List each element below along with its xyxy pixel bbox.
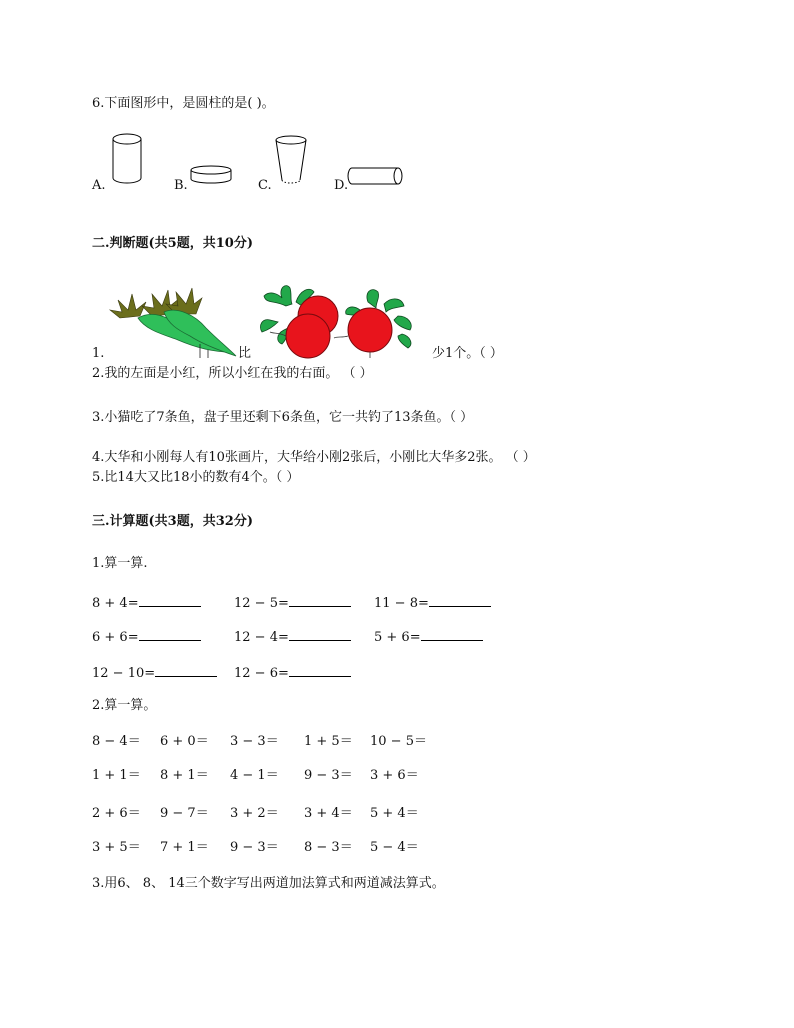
equation: 5 + 4＝	[370, 806, 419, 821]
equation: 9 − 7＝	[160, 806, 209, 821]
answer-blank[interactable]	[421, 628, 483, 641]
carrots-image	[108, 288, 240, 358]
section-3-title: 三.计算题(共3题，共32分)	[92, 514, 253, 529]
calc-1-item: 8 + 4=	[92, 594, 201, 612]
equation: 7 + 1＝	[160, 840, 209, 855]
calc-1-item: 12 − 6=	[234, 664, 351, 682]
answer-blank[interactable]	[289, 664, 351, 677]
judge-2: 2.我的左面是小红，所以小红在我的右面。 （ ）	[92, 366, 373, 381]
calc-1-item: 12 − 10=	[92, 664, 217, 682]
judge-1-prefix: 1.	[92, 346, 105, 361]
option-a-label: A.	[92, 178, 106, 193]
answer-blank[interactable]	[289, 594, 351, 607]
equation: 2 + 6＝	[92, 806, 141, 821]
calc-1-item: 6 + 6=	[92, 628, 201, 646]
equation: 10 − 5＝	[370, 734, 427, 749]
equation: 1 + 5＝	[304, 734, 353, 749]
option-d-label: D.	[334, 178, 349, 193]
q6-question: 6.下面图形中，是圆柱的是( )。	[92, 96, 275, 111]
answer-blank[interactable]	[429, 594, 491, 607]
equation: 9 − 3＝	[304, 768, 353, 783]
equation: 1 + 1＝	[92, 768, 141, 783]
equation: 3 + 2＝	[230, 806, 279, 821]
equation: 6 + 0＝	[160, 734, 209, 749]
judge-5: 5.比14大又比18小的数有4个。（ ）	[92, 470, 300, 485]
equation: 5 − 4＝	[370, 840, 419, 855]
cup-icon	[274, 134, 310, 188]
section-2-title: 二.判断题(共5题，共10分)	[92, 236, 253, 251]
calc-2-title: 2.算一算。	[92, 698, 157, 713]
tall-cylinder-icon	[110, 132, 146, 188]
horizontal-cylinder-icon	[350, 166, 406, 188]
calc-1-item: 11 − 8=	[374, 594, 491, 612]
equation: 3 + 6＝	[370, 768, 419, 783]
answer-blank[interactable]	[155, 664, 217, 677]
judge-3: 3.小猫吃了7条鱼，盘子里还剩下6条鱼，它一共钓了13条鱼。（ ）	[92, 410, 474, 425]
judge-1-suffix: 少1个。（ ）	[432, 346, 503, 361]
radishes-image	[256, 276, 426, 360]
equation: 3 + 4＝	[304, 806, 353, 821]
answer-blank[interactable]	[139, 594, 201, 607]
option-c-label: C.	[258, 178, 272, 193]
equation: 4 − 1＝	[230, 768, 279, 783]
calc-1-title: 1.算一算.	[92, 556, 148, 571]
answer-blank[interactable]	[289, 628, 351, 641]
calc-1-item: 5 + 6=	[374, 628, 483, 646]
flat-disc-cylinder-icon	[189, 164, 235, 188]
calc-1-item: 12 − 5=	[234, 594, 351, 612]
judge-1-middle: 比	[238, 346, 252, 361]
equation: 9 − 3＝	[230, 840, 279, 855]
equation: 3 + 5＝	[92, 840, 141, 855]
equation: 3 − 3＝	[230, 734, 279, 749]
equation: 8 − 3＝	[304, 840, 353, 855]
option-b-label: B.	[174, 178, 188, 193]
equation: 8 − 4＝	[92, 734, 141, 749]
calc-3-question: 3.用6、 8、 14三个数字写出两道加法算式和两道减法算式。	[92, 876, 445, 891]
equation: 8 + 1＝	[160, 768, 209, 783]
answer-blank[interactable]	[139, 628, 201, 641]
calc-1-item: 12 − 4=	[234, 628, 351, 646]
judge-4: 4.大华和小刚每人有10张画片，大华给小刚2张后，小刚比大华多2张。 （ ）	[92, 450, 536, 465]
